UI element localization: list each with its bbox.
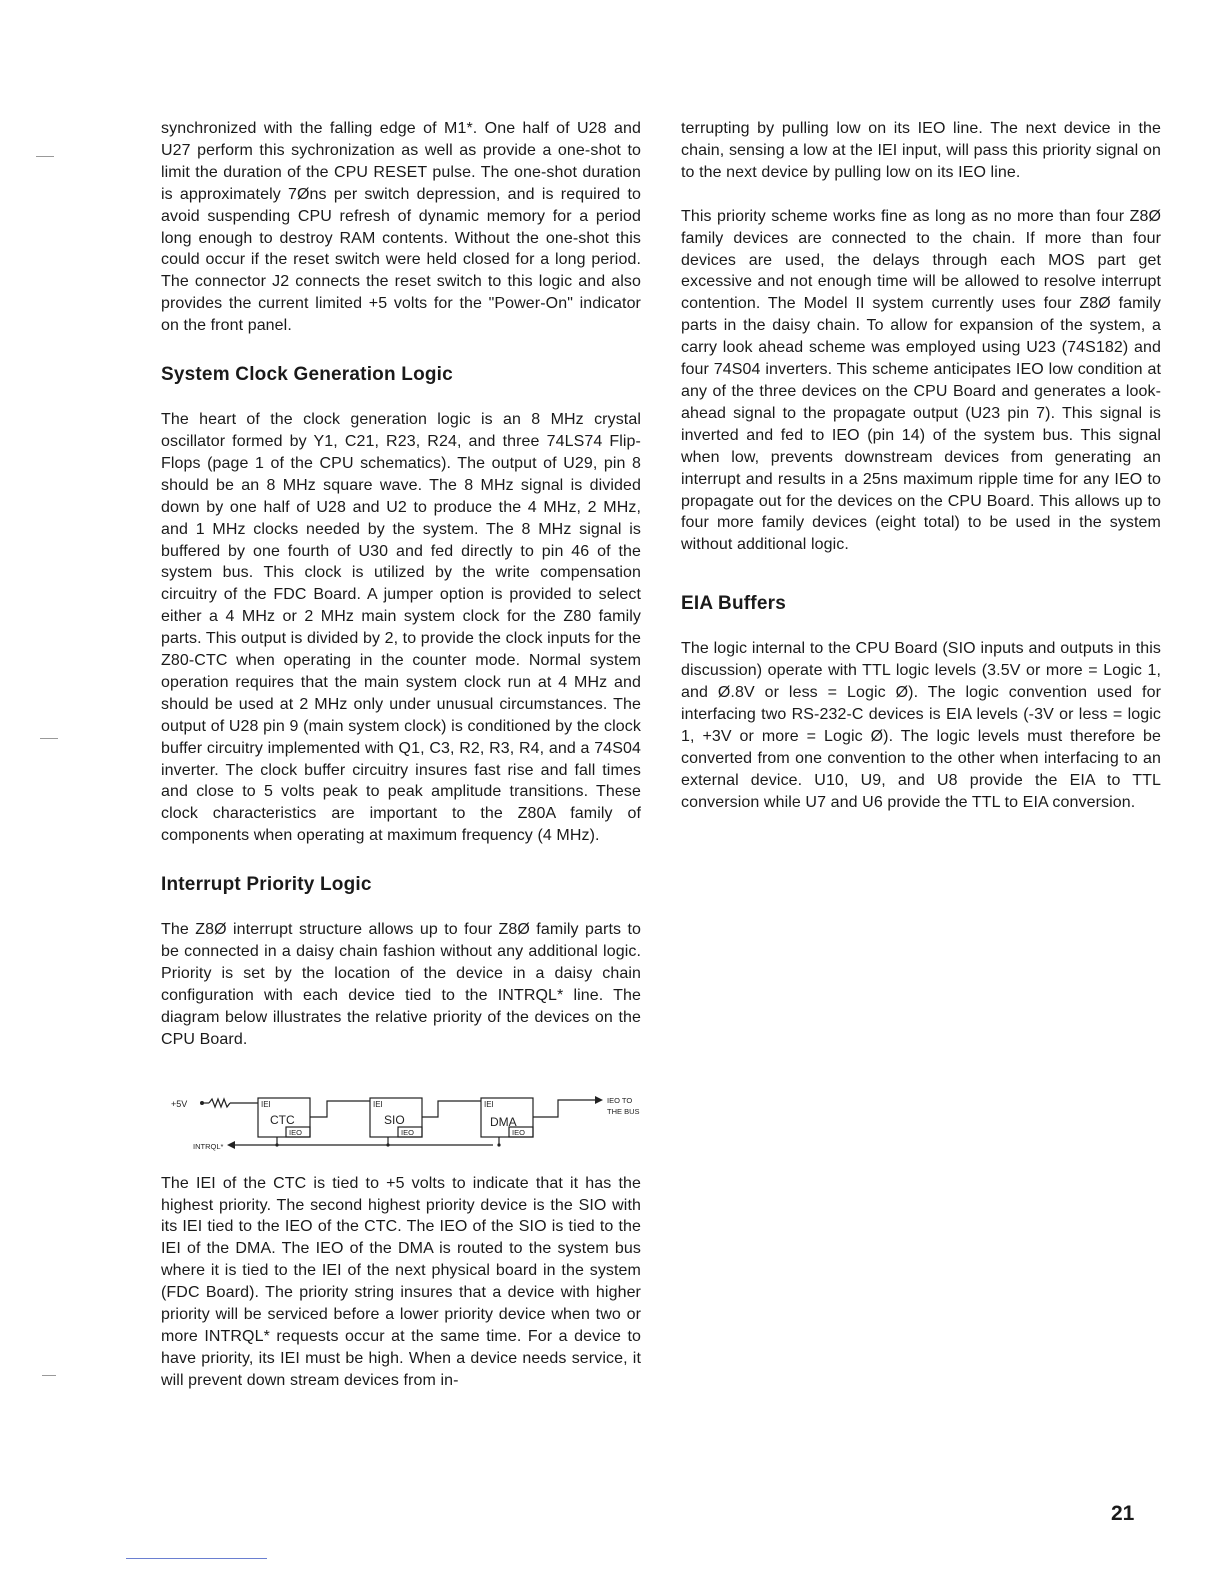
heading-eia-buffers: EIA Buffers — [681, 593, 786, 615]
dma-iei-label: IEI — [484, 1099, 494, 1109]
heading-system-clock: System Clock Generation Logic — [161, 364, 453, 386]
margin-mark — [40, 738, 58, 739]
dma-label: DMA — [490, 1114, 517, 1129]
paragraph-priority-chain: The IEI of the CTC is tied to +5 volts to indicate that it has the highest priority. The second highest priority device is the SIO with its IEI tied to the IEO of the CTC. The IEO of the SIO is tied to the IEI of the DMA. The IEO of the DMA is routed to the system bus where it is tied to the IEI of the next physical board in the system (FDC Board). The priority string insures that a device with higher priority will be serviced before a lower priority device when two or more INTRQL* requests occur at the same time. For a device to have priority, its IEI must be high. When a device needs service, it will prevent down stream devices from in- — [161, 1174, 641, 1389]
daisy-chain-svg — [165, 1073, 645, 1151]
paragraph-interrupt-continue: terrupting by pulling low on its IEO line. The next device in the chain, sensing a low at the IEI input, will pass this priority signal on to the next device by pulling low on its IEO line. — [681, 120, 1161, 181]
output-label-line2: THE BUS — [607, 1106, 640, 1116]
sio-label: SIO — [384, 1112, 405, 1127]
intrql-label: INTRQL* — [193, 1141, 224, 1151]
paragraph-clock-logic: The heart of the clock generation logic is an 8 MHz crystal oscillator formed by Y1, C21, R23, R24, and three 74LS74 Flip-Flops (page 1 of the CPU schematics). The output of U29, pin 8 should be an 8 MHz square wave. The 8 MHz signal is divided down by one half of U28 and U2 to produce the 4 MHz, 2 MHz, and 1 MHz clocks needed by the system. The 8 MHz signal is buffered by one fourth of U30 and fed directly to pin 46 of the system bus. This clock is utilized by the write compensation circuitry of the FDC Board. A jumper option is provided to select either a 4 MHz or 2 MHz main system clock for the Z80 family parts. This output is divided by 2, to provide the clock inputs for the Z80-CTC when operating in the counter mode. Normal system operation requires that the main system clock run at 4 MHz and should be used at 2 MHz only under unusual circumstances. The output of U28 pin 9 (main system clock) is conditioned by the clock buffer circuitry implemented with Q1, C3, R2, R3, R4, and a 74S04 inverter. The clock buffer circuitry insures fast rise and fall times and close to 5 volts peak to peak amplitude transitions. These clock characteristics are important to the Z80A family of components when operating at maximum frequency (4 MHz). — [161, 411, 641, 845]
margin-mark — [42, 1375, 56, 1376]
right-column — [681, 118, 1161, 813]
page-number: 21 — [1111, 1502, 1135, 1525]
dma-ieo-label: IEO — [512, 1127, 525, 1137]
heading-interrupt-priority: Interrupt Priority Logic — [161, 874, 372, 896]
paragraph-eia-levels: The logic internal to the CPU Board (SIO inputs and outputs in this discussion) operate with TTL logic levels (3.5V or more = Logic 1, and Ø.8V or less = Logic Ø). The logic convention used for interfacing two RS-232-C devices is EIA levels (-3V or less = logic 1, +3V or more = Logic Ø). The logic levels must therefore be converted from one convention to the other when interfacing to an external device. U10, U9, and U8 provide the EIA to TTL conversion while U7 and U6 provide the TTL to EIA conversion. — [681, 640, 1161, 811]
left-column — [161, 118, 641, 1392]
daisy-chain-diagram — [161, 1073, 641, 1151]
footer-rule — [126, 1558, 267, 1559]
paragraph-reset-sync: synchronized with the falling edge of M1*. One half of U28 and U27 perform this sychronization as well as provide a one-shot to limit the duration of the CPU RESET pulse. The one-shot duration is approximately 7Øns per switch depression, and is required to avoid suspending CPU refresh of dynamic memory for a period long enough to destroy RAM contents. Without the one-shot this could occur if the reset switch were held closed for a long period. The connector J2 connects the reset switch to this logic and also provides the current limited +5 volts for the "Power-On" indicator on the front panel. — [161, 120, 641, 335]
ctc-label: CTC — [270, 1112, 295, 1127]
ctc-iei-label: IEI — [261, 1099, 271, 1109]
paragraph-interrupt-structure: The Z8Ø interrupt structure allows up to four Z8Ø family parts to be connected in a daisy chain fashion without any additional logic. Priority is set by the location of the device in a daisy chain configuration with each device tied to the INTRQL* line. The diagram below illustrates the relative priority of the devices on the CPU Board. — [161, 921, 641, 1048]
output-label-line1: IEO TO — [607, 1095, 633, 1105]
supply-label: +5V — [171, 1098, 188, 1109]
ctc-ieo-label: IEO — [289, 1127, 302, 1137]
margin-mark — [36, 156, 54, 157]
sio-ieo-label: IEO — [401, 1127, 414, 1137]
paragraph-priority-scheme: This priority scheme works fine as long as no more than four Z8Ø family devices are connected to the chain. If more than four devices are used, the delays through each MOS part get excessive and not enough time will be allowed to resolve interrupt contention. The Model II system currently uses four Z8Ø family parts in the daisy chain. To allow for expansion of the system, a carry look ahead scheme was employed using U23 (74S182) and four 74S04 inverters. This scheme anticipates IEO low condition at any of the three devices on the CPU Board and generates a look-ahead signal to the propagate output (U23 pin 7). This signal is inverted and fed to IEO (pin 14) of the system bus. This signal when low, prevents downstream devices from generating an interrupt and results in a 25ns maximum ripple time for any IEO to propagate out for the devices on the CPU Board. This allows up to four more family devices (eight total) to be used in the system without additional logic. — [681, 207, 1161, 554]
sio-iei-label: IEI — [373, 1099, 383, 1109]
